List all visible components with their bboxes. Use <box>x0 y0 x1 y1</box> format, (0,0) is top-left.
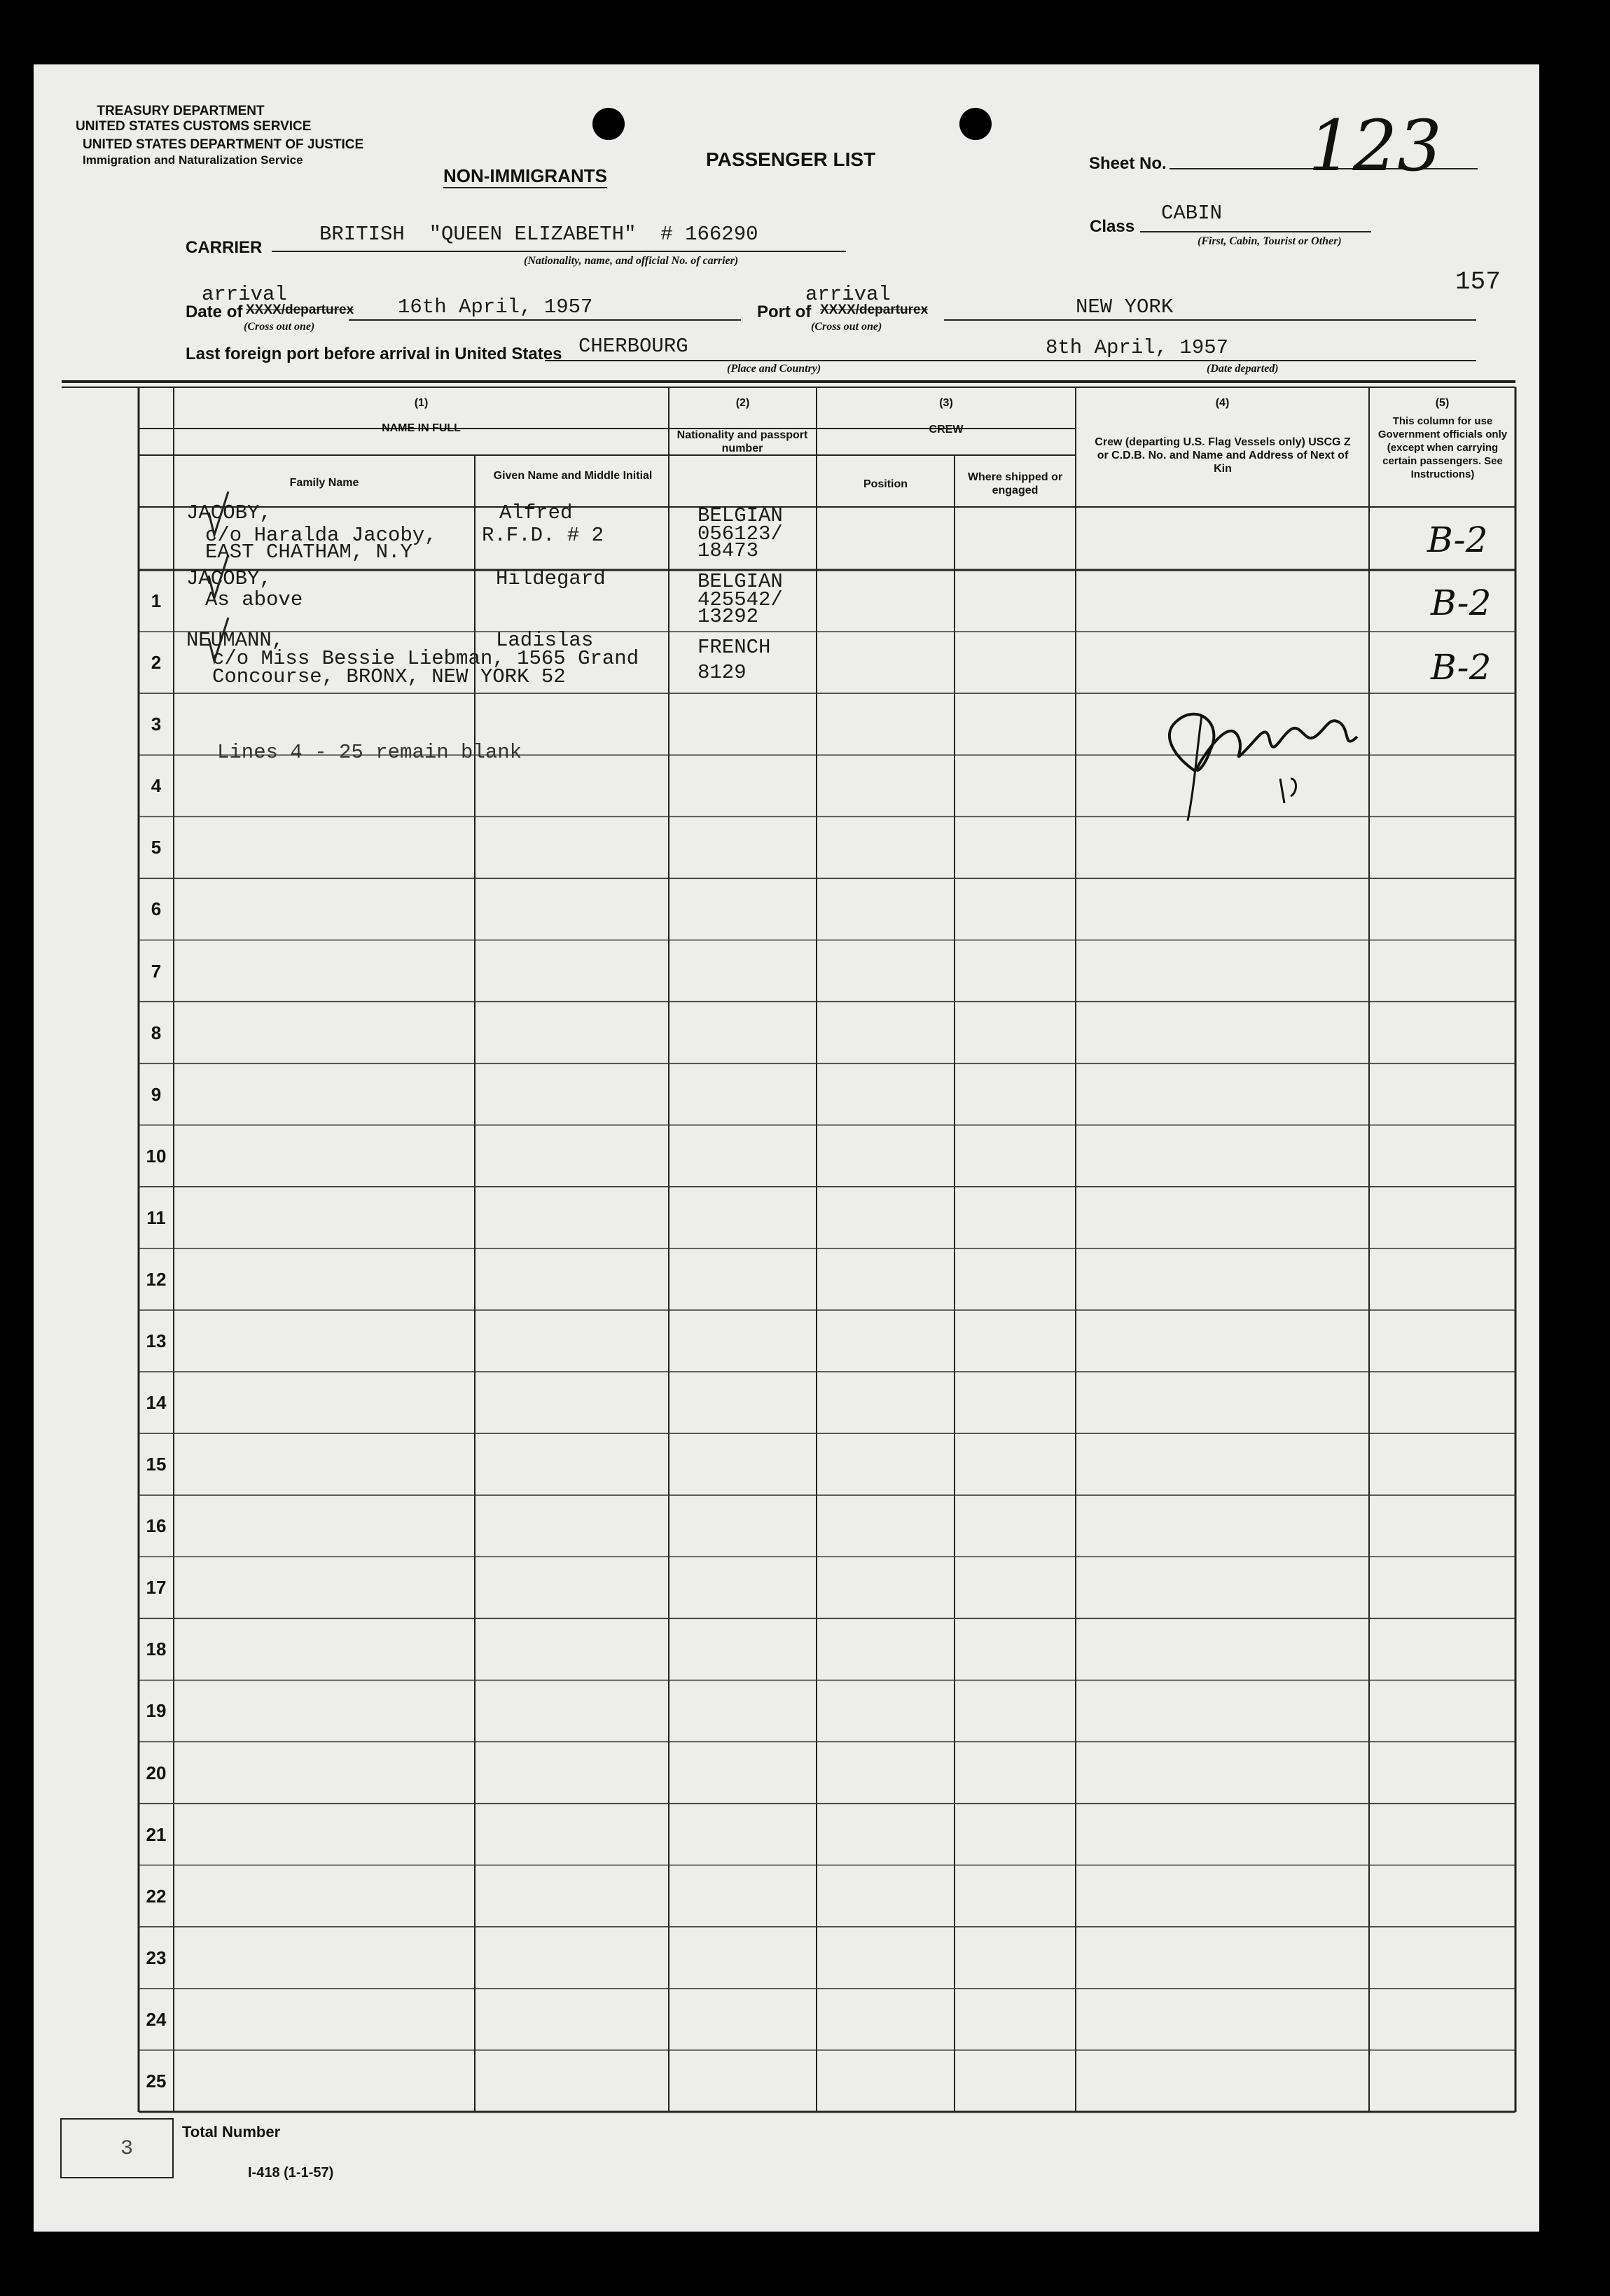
row-number: 12 <box>146 1268 167 1290</box>
entry-given-extra: R.F.D. # 2 <box>482 524 604 547</box>
row-number: 9 <box>151 1083 162 1105</box>
class-hint: (First, Cabin, Tourist or Other) <box>1198 235 1342 247</box>
carrier-hint: (Nationality, name, and official No. of carrier) <box>524 255 739 267</box>
row-number: 10 <box>146 1145 167 1167</box>
blank-lines-note: Lines 4 - 25 remain blank <box>217 741 522 764</box>
entry-address: As above <box>205 588 303 611</box>
row-number: 17 <box>146 1577 167 1599</box>
entry-passport: 18473 <box>698 539 759 562</box>
row-number: 18 <box>146 1638 167 1660</box>
last-port-label: Last foreign port before arrival in United States <box>186 345 562 363</box>
row-number: 11 <box>146 1206 166 1228</box>
last-port-hint: (Place and Country) <box>727 363 821 375</box>
entry-address: c/o Miss Bessie Liebman, 1565 Grand <box>212 647 639 670</box>
total-value: 3 <box>120 2137 134 2161</box>
agency-line: UNITED STATES CUSTOMS SERVICE <box>76 119 312 134</box>
col3-number: (3) <box>939 397 953 409</box>
departed-hint: (Date departed) <box>1207 363 1279 375</box>
sheet-number: 123 <box>1308 105 1442 187</box>
entry-family-name: JACOBY, <box>186 501 272 524</box>
date-hint: (Cross out one) <box>244 321 315 333</box>
agency-line: Immigration and Naturalization Service <box>83 153 303 167</box>
col1-number: (1) <box>414 397 429 409</box>
entry-official-code: B-2 <box>1431 583 1492 623</box>
col-family-name: Family Name <box>289 477 359 489</box>
row-number: 5 <box>151 837 162 858</box>
col5-number: (5) <box>1435 397 1450 409</box>
carrier-value: BRITISH "QUEEN ELIZABETH" # 166290 <box>319 223 758 246</box>
entry-nationality: BELGIAN <box>698 570 783 593</box>
class-value: CABIN <box>1161 202 1223 225</box>
date-struck-word: XXXX/departurex <box>246 302 354 317</box>
entry-address: Concourse, BRONX, NEW YORK 52 <box>212 665 566 688</box>
row-number: 4 <box>151 775 162 797</box>
port-struck-word: XXXX/departurex <box>820 302 929 317</box>
row-number: 6 <box>151 898 162 920</box>
passenger-list-sheet <box>34 64 1539 2232</box>
entry-address: EAST CHATHAM, N.Y <box>205 541 412 564</box>
date-label: Date of <box>186 302 243 321</box>
entry-family-name: NEUMANN, <box>186 629 284 652</box>
stamp-number: 157 <box>1455 267 1501 296</box>
entry-nationality: BELGIAN <box>698 504 783 527</box>
entry-official-code: B-2 <box>1427 520 1488 560</box>
col1-title: NAME IN FULL <box>382 422 461 434</box>
category-title: NON-IMMIGRANTS <box>443 165 607 188</box>
col-position: Position <box>863 478 908 490</box>
last-port-value: CHERBOURG <box>578 335 688 358</box>
col-where-shipped: Where shipped or engaged <box>967 471 1063 496</box>
row-number: 16 <box>146 1515 167 1537</box>
entry-passport: 425542/ <box>698 588 783 611</box>
port-typed-over: arrival <box>805 283 891 306</box>
row-number: 23 <box>146 1947 167 1968</box>
table-grid <box>34 64 1539 2232</box>
row-number: 22 <box>146 1885 167 1907</box>
row-number: 13 <box>146 1330 167 1351</box>
col-nationality: Nationality and passport number <box>676 429 808 454</box>
entry-given-name: Hildegard <box>496 567 606 590</box>
class-label: Class <box>1090 217 1135 236</box>
entry-nationality: FRENCH <box>698 636 771 659</box>
date-value: 16th April, 1957 <box>398 295 593 319</box>
port-hint: (Cross out one) <box>811 321 882 333</box>
agency-line: UNITED STATES DEPARTMENT OF JUSTICE <box>83 137 364 152</box>
row-number: 7 <box>151 960 162 982</box>
port-label: Port of <box>757 302 812 321</box>
entry-family-name: JACOBY, <box>186 567 272 590</box>
check-marks <box>174 485 230 709</box>
form-code: I-418 (1-1-57) <box>248 2165 334 2180</box>
entry-passport: 056123/ <box>698 522 783 545</box>
row-number: 15 <box>146 1454 167 1475</box>
col2-number: (2) <box>735 397 750 409</box>
row-number: 25 <box>146 2070 167 2092</box>
total-box <box>60 2118 174 2178</box>
row-number: 19 <box>146 1700 167 1722</box>
carrier-label: CARRIER <box>186 238 263 257</box>
agency-line: TREASURY DEPARTMENT <box>97 104 265 118</box>
row-number: 14 <box>146 1392 167 1414</box>
col-crew-next-of-kin: Crew (departing U.S. Flag Vessels only) USCG Z or C.D.B. No. and Name and Address of Next of Kin <box>1095 436 1351 475</box>
port-value: NEW YORK <box>1076 295 1174 319</box>
row-number: 1 <box>151 590 162 612</box>
sheet-label: Sheet No. <box>1089 154 1167 173</box>
entry-passport: 8129 <box>698 661 747 684</box>
row-number: 20 <box>146 1762 167 1783</box>
departed-value: 8th April, 1957 <box>1046 336 1229 359</box>
row-number: 24 <box>146 2008 167 2030</box>
row-number: 21 <box>146 1823 167 1845</box>
officer-signature <box>1147 674 1385 828</box>
entry-passport: 13292 <box>698 605 759 628</box>
total-label: Total Number <box>182 2123 281 2141</box>
date-typed-over: arrival <box>202 283 287 306</box>
entry-given-name: Ladislas <box>496 629 594 652</box>
col-crew: CREW <box>929 424 964 436</box>
entry-official-code: B-2 <box>1431 647 1492 688</box>
form-title: PASSENGER LIST <box>706 148 876 170</box>
row-number: 3 <box>151 714 162 735</box>
col4-number: (4) <box>1215 397 1230 409</box>
entry-given-name: Alfred <box>499 501 573 524</box>
row-number: 2 <box>151 652 162 674</box>
col-given-name: Given Name and Middle Initial <box>493 470 653 482</box>
col-official-use: This column for use Government officials only (except when carrying certain passengers. See Instructions) <box>1377 415 1508 480</box>
entry-address: c/o Haralda Jacoby, <box>205 524 437 547</box>
row-number: 8 <box>151 1022 162 1043</box>
